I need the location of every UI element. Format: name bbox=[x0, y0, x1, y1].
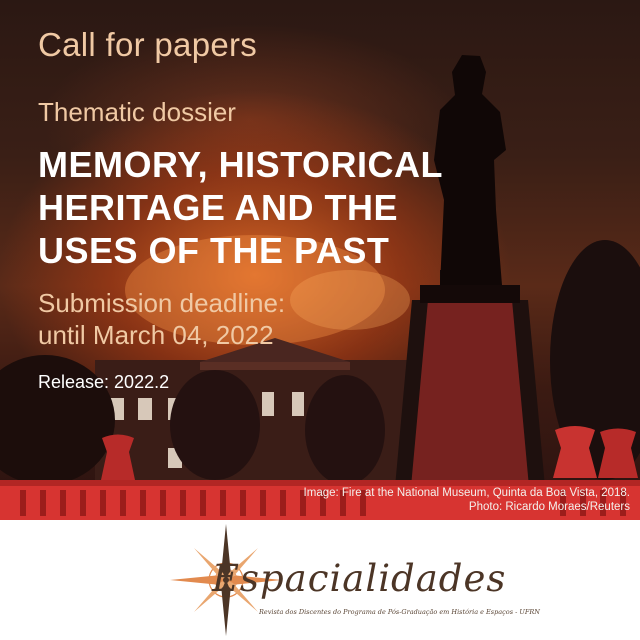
deadline-date: until March 04, 2022 bbox=[38, 320, 274, 350]
submission-deadline bbox=[38, 287, 285, 351]
journal-subtitle: Revista dos Discentes do Programa de Pós-Graduação em História e Espaços - UFRN bbox=[259, 608, 540, 616]
release-info: Release: 2022.2 bbox=[38, 372, 170, 392]
deadline-label: Submission deadline: bbox=[38, 288, 286, 318]
photo-caption: Image: Fire at the National Museum, Quinta da Boa Vista, 2018. bbox=[303, 487, 630, 499]
call-for-papers-title: Call for papers bbox=[38, 26, 258, 63]
photo-credit bbox=[304, 486, 630, 514]
dossier-headline bbox=[38, 143, 443, 272]
headline-line-2: HERITAGE AND THE bbox=[38, 187, 399, 228]
headline-line-1: MEMORY, HISTORICAL bbox=[38, 144, 444, 185]
dossier-label: Thematic dossier bbox=[38, 97, 236, 127]
journal-name: Espacialidades bbox=[212, 557, 507, 600]
headline-line-3: USES OF THE PAST bbox=[38, 230, 390, 271]
photo-author: Photo: Ricardo Moraes/Reuters bbox=[468, 501, 630, 513]
journal-logo-band bbox=[0, 520, 640, 640]
